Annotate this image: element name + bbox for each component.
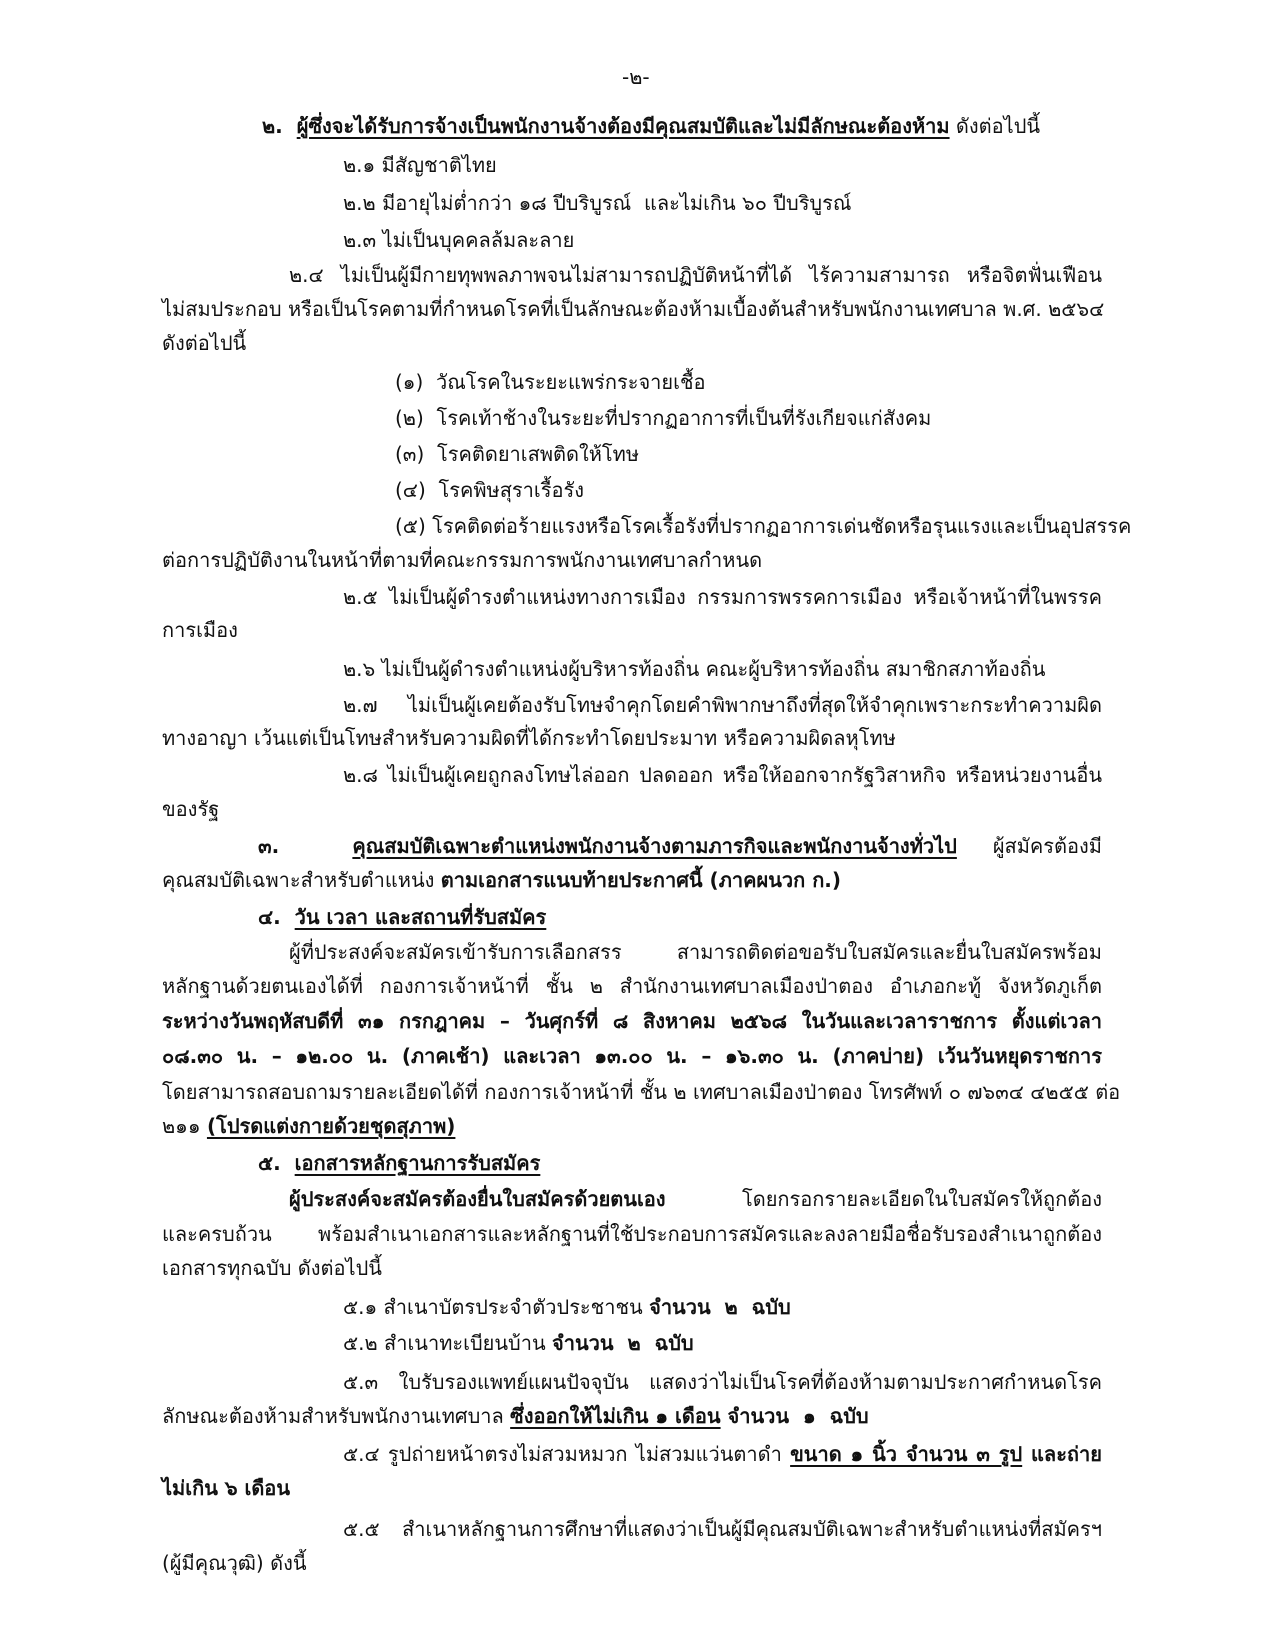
text-line-3 [343, 190, 851, 216]
text-line-30 [258, 1150, 540, 1176]
text-line-2 [343, 152, 497, 178]
text-segment: ของรัฐ [162, 797, 220, 821]
text-segment: ลักษณะต้องห้ามสำหรับพนักงานเทศบาล [162, 1404, 511, 1428]
text-line-29 [162, 1113, 455, 1139]
text-segment: (๑) วัณโรคในระยะแพร่กระจายเชื้อ [395, 370, 706, 394]
text-line-34 [343, 1294, 791, 1320]
text-segment: (๓) โรคติดยาเสพติดให้โทษ [395, 442, 640, 466]
text-segment: ดังต่อไปนี้ [162, 331, 247, 355]
text-segment: ผู้ที่ประสงค์จะสมัครเข้ารับการเลือกสรร สามารถติดต่อขอรับใบสมัครและยื่นใบสมัครพร้อม [289, 940, 1102, 964]
text-segment: จำนวน ๒ ฉบับ [552, 1331, 694, 1355]
text-line-20 [162, 796, 219, 822]
text-segment: ๒.๗ ไม่เป็นผู้เคยต้องรับโทษจำคุกโดยคำพิพากษาถึงที่สุดให้จำคุกเพราะกระทำความผิด [343, 693, 1102, 717]
text-line-13 [162, 547, 762, 573]
text-segment: โดยสามารถสอบถามรายละเอียดได้ที่ กองการเจ้าหน้าที่ ชั้น ๒ เทศบาลเมืองป่าตอง โทรศัพท์ ๐ ๗๖๓๔ ๔๒๕๕ ต่อ [162, 1080, 1121, 1104]
text-line-37 [162, 1403, 869, 1429]
text-segment: การเมือง [162, 618, 238, 642]
text-segment: ผู้สมัครต้องมี [956, 834, 1102, 858]
text-line-8 [395, 369, 706, 395]
text-segment: ๕.๕ สำเนาหลักฐานการศึกษาที่แสดงว่าเป็นผู้มีคุณสมบัติเฉพาะสำหรับตำแหน่งที่สมัครฯ [343, 1517, 1102, 1541]
text-line-10 [395, 441, 639, 467]
text-line-5 [289, 262, 1102, 288]
text-line-1 [262, 113, 1040, 139]
text-line-6 [162, 296, 1105, 322]
page-number: -๒- [622, 65, 650, 89]
text-segment: (ผู้มีคุณวุฒิ) ดังนี้ [162, 1551, 307, 1575]
text-segment: ๒.๓ ไม่เป็นบุคคลล้มละลาย [343, 228, 575, 252]
text-line-4 [343, 227, 574, 253]
text-line-22 [162, 867, 841, 893]
text-segment: (โปรดแต่งกายด้วยชุดสุภาพ) [206, 1114, 456, 1138]
text-segment: ๕. [258, 1151, 295, 1175]
text-line-15 [162, 617, 238, 643]
text-line-19 [343, 762, 1102, 788]
text-segment: ๒.๔ ไม่เป็นผู้มีกายทุพพลภาพจนไม่สามารถปฏิบัติหน้าที่ได้ ไร้ความสามารถ หรือจิตฟั่นเฟือน [289, 263, 1102, 287]
text-segment: ไม่สมประกอบ หรือเป็นโรคตามที่กำหนดโรคที่เป็นลักษณะต้องห้ามเบื้องต้นสำหรับพนักงานเทศบาล พ.ศ. ๒๕๖๔ [162, 297, 1105, 321]
text-segment: ๒.๒ มีอายุไม่ต่ำกว่า ๑๘ ปีบริบูรณ์ และไม่เกิน ๖๐ ปีบริบูรณ์ [343, 191, 852, 215]
text-segment: หลักฐานด้วยตนเองได้ที่ กองการเจ้าหน้าที่ ชั้น ๒ สำนักงานเทศบาลเมืองป่าตอง อำเภอกะทู้ จังหวัดภูเก็ต [162, 974, 1102, 998]
text-segment: ผู้ซึ่งจะได้รับการจ้างเป็นพนักงานจ้างต้องมีคุณสมบัติและไม่มีลักษณะต้องห้าม [296, 114, 950, 138]
text-line-14 [343, 584, 1102, 610]
text-line-18 [162, 725, 896, 751]
text-segment: ๕.๑ สำเนาบัตรประจำตัวประชาชน [343, 1295, 650, 1319]
text-segment: และถ่าย [1022, 1442, 1102, 1466]
text-segment: ๒.๕ ไม่เป็นผู้ดำรงตำแหน่งทางการเมือง กรรมการพรรคการเมือง หรือเจ้าหน้าที่ในพรรค [343, 585, 1102, 609]
text-line-28 [162, 1079, 1121, 1105]
text-segment: ไม่เกิน ๖ เดือน [162, 1476, 290, 1500]
text-line-12 [395, 513, 1132, 539]
text-segment: (๔) โรคพิษสุราเรื้อรัง [395, 478, 584, 502]
text-segment: ๔. [258, 905, 295, 929]
text-segment: ๒.๑ มีสัญชาติไทย [343, 153, 497, 177]
text-segment: ซึ่งออกให้ไม่เกิน ๑ เดือน [510, 1404, 721, 1428]
text-line-9 [395, 405, 931, 431]
text-line-38 [343, 1441, 1102, 1467]
text-line-24 [289, 939, 1102, 965]
text-segment: เอกสารทุกฉบับ ดังต่อไปนี้ [162, 1256, 382, 1280]
text-segment: ดังต่อไปนี้ [949, 114, 1041, 138]
text-segment: ๕.๓ ใบรับรองแพทย์แผนปัจจุบัน แสดงว่าไม่เป็นโรคที่ต้องห้ามตามประกาศกำหนดโรค [343, 1370, 1102, 1394]
text-line-25 [162, 973, 1102, 999]
text-line-21 [258, 833, 1102, 859]
text-segment: ขนาด ๑ นิ้ว จำนวน ๓ รูป [790, 1442, 1023, 1466]
text-segment: ๒.๘ ไม่เป็นผู้เคยถูกลงโทษไล่ออก ปลดออก หรือให้ออกจากรัฐวิสาหกิจ หรือหน่วยงานอื่น [343, 763, 1102, 787]
text-line-31 [289, 1186, 1102, 1212]
text-line-32 [162, 1221, 1102, 1247]
text-segment: คุณสมบัติเฉพาะสำหรับตำแหน่ง [162, 868, 441, 892]
text-line-35 [343, 1330, 694, 1356]
text-segment: ๒. [262, 114, 297, 138]
text-line-39 [162, 1475, 290, 1501]
text-segment: (๕) โรคติดต่อร้ายแรงหรือโรคเรื้อรังที่ปรากฏอาการเด่นชัดหรือรุนแรงและเป็นอุปสรรค [395, 514, 1132, 538]
text-line-16 [343, 656, 1045, 682]
text-segment: จำนวน ๑ ฉบับ [720, 1404, 869, 1428]
text-segment: และครบถ้วน พร้อมสำเนาเอกสารและหลักฐานที่ใช้ประกอบการสมัครและลงลายมือชื่อรับรองสำเนาถูกต้อง [162, 1222, 1102, 1246]
text-segment: ๒๑๑ [162, 1114, 207, 1138]
text-line-27 [162, 1043, 1102, 1069]
text-segment: ผู้ประสงค์จะสมัครต้องยื่นใบสมัครด้วยตนเอง [289, 1187, 666, 1211]
text-line-41 [162, 1550, 307, 1576]
text-segment: โดยกรอกรายละเอียดในใบสมัครให้ถูกต้อง [665, 1187, 1102, 1211]
text-segment: ทางอาญา เว้นแต่เป็นโทษสำหรับความผิดที่ได้กระทำโดยประมาท หรือความผิดลหุโทษ [162, 726, 896, 750]
text-segment: ๕.๔ รูปถ่ายหน้าตรงไม่สวมหมวก ไม่สวมแว่นตาดำ [343, 1442, 791, 1466]
text-segment: จำนวน ๒ ฉบับ [649, 1295, 791, 1319]
text-segment: ตามเอกสารแนบท้ายประกาศนี้ (ภาคผนวก ก.) [440, 868, 842, 892]
text-segment: ๐๘.๓๐ น. – ๑๒.๐๐ น. (ภาคเช้า) และเวลา ๑๓.๐๐ น. – ๑๖.๓๐ น. (ภาคบ่าย) เว้นวันหยุดราชการ [162, 1044, 1102, 1068]
text-segment: ระหว่างวันพฤหัสบดีที่ ๓๑ กรกฎาคม – วันศุกร์ที่ ๘ สิงหาคม ๒๕๖๘ ในวันและเวลาราชการ ตั้งแต่เวลา [162, 1009, 1102, 1033]
text-line-17 [343, 692, 1102, 718]
text-line-23 [258, 904, 546, 930]
text-segment: เอกสารหลักฐานการรับสมัคร [294, 1151, 541, 1175]
text-line-33 [162, 1255, 382, 1281]
text-segment: ๓. [258, 834, 353, 858]
text-segment: ๕.๒ สำเนาทะเบียนบ้าน [343, 1331, 553, 1355]
text-line-7 [162, 330, 246, 356]
text-segment: คุณสมบัติเฉพาะตำแหน่งพนักงานจ้างตามภารกิจและพนักงานจ้างทั่วไป [352, 834, 957, 858]
text-segment: (๒) โรคเท้าช้างในระยะที่ปรากฏอาการที่เป็นที่รังเกียจแก่สังคม [395, 406, 932, 430]
text-segment: วัน เวลา และสถานที่รับสมัคร [294, 905, 547, 929]
text-segment: ต่อการปฏิบัติงานในหน้าที่ตามที่คณะกรรมการพนักงานเทศบาลกำหนด [162, 548, 763, 572]
text-line-40 [343, 1516, 1102, 1542]
text-segment: ๒.๖ ไม่เป็นผู้ดำรงตำแหน่งผู้บริหารท้องถิ่น คณะผู้บริหารท้องถิ่น สมาชิกสภาท้องถิ่น [343, 657, 1046, 681]
text-line-36 [343, 1369, 1102, 1395]
text-line-26 [162, 1008, 1102, 1034]
text-line-11 [395, 477, 584, 503]
